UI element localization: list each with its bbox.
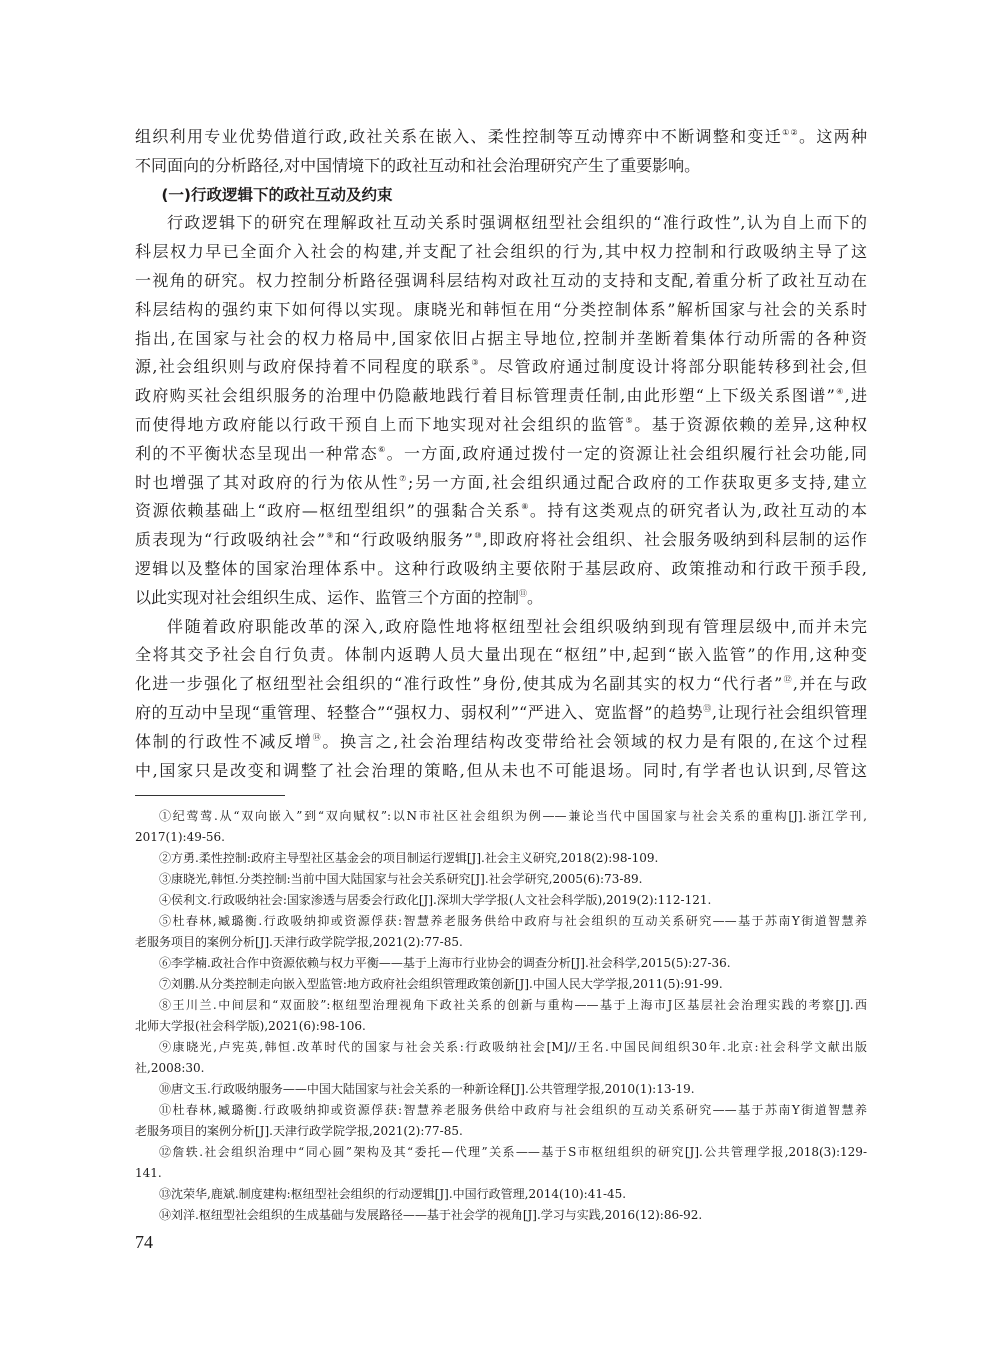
body-line — [135, 641, 867, 670]
footnote — [135, 1100, 867, 1142]
body-text-segment: 化进一步强化了枢纽型社会组织的“准行政性”身份,使其成为名副其实的权力“代行者” — [135, 674, 783, 694]
footnote-marker[interactable]: ④ — [834, 387, 845, 397]
body-line — [135, 584, 867, 613]
footnote-marker[interactable]: ⑤ — [625, 415, 635, 425]
body-text-segment: ;另一方面,社会组织通过配合政府的工作获取更多支持,建立 — [407, 472, 867, 492]
footnote — [135, 869, 867, 890]
footnote-marker[interactable]: ⑨ — [325, 531, 335, 541]
body-line — [135, 555, 867, 584]
footnote-marker[interactable]: ⑬ — [703, 703, 712, 713]
footnote — [135, 1037, 867, 1079]
body-line — [135, 699, 867, 728]
footnote-line: ⑧王川兰.中间层和“双面胶”:枢纽型治理视角下政社关系的创新与重构——基于上海市J区基层社会治理实践的考察[J].西 — [159, 998, 867, 1012]
body-line — [135, 757, 867, 786]
body-text-segment: 伴随着政府职能改革的深入,政府隐性地将枢纽型社会组织吸纳到现有管理层级中,而并未完 — [167, 616, 867, 636]
body-text-segment: 行政逻辑下的研究在理解政社互动关系时强调枢纽型社会组织的“准行政性”,认为自上而下的 — [167, 213, 867, 233]
body-line — [135, 267, 867, 296]
footnote-marker[interactable]: ⑧ — [521, 502, 530, 512]
footnote-marker[interactable]: ③ — [471, 358, 480, 368]
body-line — [135, 497, 867, 526]
body-text-segment: 质表现为“行政吸纳社会” — [135, 530, 326, 550]
footnote — [135, 911, 867, 953]
footnote-line: ⑦刘鹏.从分类控制走向嵌入型监管:地方政府社会组织管理政策创新[J].中国人民大学学报,2011(5):91-99. — [159, 977, 723, 991]
footnote-line: 141. — [135, 1166, 162, 1180]
body-line — [135, 411, 867, 440]
footnote-line: ⑬沈荣华,鹿斌.制度建构:枢纽型社会组织的行动逻辑[J].中国行政管理,2014(10):41-45. — [159, 1187, 627, 1201]
footnote-line: ⑥李学楠.政社合作中资源依赖与权力平衡——基于上海市行业协会的调查分析[J].社会科学,2015(5):27-36. — [159, 956, 731, 970]
body-text-segment: ,让现行社会组织管理 — [711, 702, 867, 722]
footnote-marker[interactable]: ⑦ — [399, 473, 408, 483]
footnote-line: ⑪杜春林,臧璐衡.行政吸纳抑或资源俘获:智慧养老服务供给中政府与社会组织的互动关系研究——基于苏南Y街道智慧养 — [159, 1103, 867, 1117]
footnote-line: 2017(1):49-56. — [135, 830, 225, 844]
body-line — [135, 353, 867, 382]
footnote-marker[interactable]: ⑪ — [519, 588, 528, 598]
body-line — [135, 526, 867, 555]
body-text-segment: 不同面向的分析路径,对中国情境下的政社互动和社会治理研究产生了重要影响。 — [135, 155, 701, 175]
page-number: 74 — [135, 1232, 153, 1252]
body-text-segment: 政府购买社会组织服务的治理中仍隐蔽地践行着目标管理责任制,由此形塑“上下级关系图谱” — [135, 386, 835, 406]
body-line — [135, 670, 867, 699]
footnote — [135, 1184, 867, 1205]
body-text-segment: ,即政府将社会组织、社会服务吸纳到科层制的运作 — [482, 530, 867, 550]
footnotes — [135, 806, 867, 1226]
body-text-segment: ,进 — [844, 386, 867, 406]
footnote-divider — [135, 795, 285, 796]
footnote — [135, 1142, 867, 1184]
footnote-line: ⑭刘洋.枢纽型社会组织的生成基础与发展路径——基于社会学的视角[J].学习与实践,2016(12):86-92. — [159, 1208, 703, 1222]
footnote-line: ②方勇.柔性控制:政府主导型社区基金会的项目制运行逻辑[J].社会主义研究,2018(2):98-109. — [159, 851, 659, 865]
body-line — [135, 123, 867, 152]
body-line — [135, 209, 867, 238]
footnote — [135, 1079, 867, 1100]
body-text-segment: 全将其交予社会自行负责。体制内返聘人员大量出现在“枢纽”中,起到“嵌入监管”的作用,这种变 — [135, 645, 867, 665]
footnote — [135, 890, 867, 911]
body-line — [135, 238, 867, 267]
body-text-segment: ,并在与政 — [792, 674, 867, 694]
body-text-segment: 科层权力早已全面介入社会的构建,并支配了社会组织的行为,其中权力控制和行政吸纳主导了这 — [135, 242, 867, 262]
body-text-segment: 。 — [527, 587, 544, 607]
body-text-segment: 中,国家只是改变和调整了社会治理的策略,但从未也不可能退场。同时,有学者也认识到,尽管这 — [135, 760, 867, 780]
body-text-segment: 组织利用专业优势借道行政,政社关系在嵌入、柔性控制等互动博弈中不断调整和变迁 — [135, 127, 783, 146]
footnote-line: ⑨康晓光,卢宪英,韩恒.改革时代的国家与社会关系:行政吸纳社会[M]//王名.中国民间组织30年.北京:社会科学文献出版 — [159, 1040, 867, 1054]
footnote-marker[interactable]: ⑥ — [378, 444, 387, 454]
body-text — [135, 123, 867, 785]
footnote — [135, 953, 867, 974]
body-line — [135, 296, 867, 325]
body-line — [135, 728, 867, 757]
body-line — [135, 325, 867, 354]
body-text-segment: 时也增强了其对政府的行为依从性 — [135, 472, 400, 492]
footnote-line: ⑤杜春林,臧璐衡.行政吸纳抑或资源俘获:智慧养老服务供给中政府与社会组织的互动关系研究——基于苏南Y街道智慧养 — [159, 914, 867, 928]
section-heading — [135, 181, 867, 210]
body-text-segment: 而使得地方政府能以行政干预自上而下地实现对社会组织的监管 — [135, 414, 626, 434]
footnote — [135, 806, 867, 848]
body-text-segment: 一视角的研究。权力控制分析路径强调科层结构对政社互动的支持和支配,着重分析了政社互动在 — [135, 270, 867, 290]
body-text-segment: 。基于资源依赖的差异,这种权 — [634, 414, 867, 434]
footnote — [135, 1205, 867, 1226]
body-text-segment: 指出,在国家与社会的权力格局中,国家依旧占据主导地位,控制并垄断着集体行动所需的各种资 — [135, 328, 867, 348]
footnote-marker[interactable]: ⑩ — [472, 531, 483, 541]
body-text-segment: 逻辑以及整体的国家治理体系中。这种行政吸纳主要依附于基层政府、政策推动和行政干预手段, — [135, 558, 867, 578]
body-line — [135, 152, 867, 181]
body-line — [135, 469, 867, 498]
footnote — [135, 995, 867, 1037]
footnote-line: ③康晓光,韩恒.分类控制:当前中国大陆国家与社会关系研究[J].社会学研究,2005(6):73-89. — [159, 872, 643, 886]
body-line — [135, 382, 867, 411]
body-text-segment: 科层结构的强约束下如何得以实现。康晓光和韩恒在用“分类控制体系”解析国家与社会的关系时 — [135, 299, 867, 319]
body-line — [135, 440, 867, 469]
body-text-segment: 府的互动中呈现“重管理、轻整合”“强权力、弱权利”“严进入、宽监督”的趋势 — [135, 702, 704, 722]
body-text-segment: (一)行政逻辑下的政社互动及约束 — [161, 185, 393, 204]
body-line — [135, 613, 867, 642]
footnote-line: ①纪莺莺.从“双向嵌入”到“双向赋权”:以N市社区社会组织为例——兼论当代中国国家与社会关系的重构[J].浙江学刊, — [159, 809, 867, 823]
body-text-segment: 。持有这类观点的研究者认为,政社互动的本 — [529, 501, 867, 521]
footnote-line: ④侯利文.行政吸纳社会:国家渗透与居委会行政化[J].深圳大学学报(人文社会科学版),2019(2):112-121. — [159, 893, 712, 907]
body-text-segment: 利的不平衡状态呈现出一种常态 — [135, 443, 379, 463]
body-text-segment: 。这两种 — [799, 127, 867, 146]
body-text-segment: 。换言之,社会治理结构改变带给社会领域的权力是有限的,在这个过程 — [322, 731, 867, 751]
body-text-segment: 和“行政吸纳服务” — [334, 530, 473, 550]
footnote-line: ⑫詹轶.社会组织治理中“同心圆”架构及其“委托—代理”关系——基于S市枢纽组织的研究[J].公共管理学报,2018(3):129- — [159, 1145, 867, 1159]
footnote-marker[interactable]: ①② — [782, 128, 800, 137]
body-text-segment: 源,社会组织则与政府保持着不同程度的联系 — [135, 357, 472, 377]
body-text-segment: 体制的行政性不减反增 — [135, 731, 313, 751]
body-text-segment: 。尽管政府通过制度设计将部分职能转移到社会,但 — [479, 357, 867, 377]
footnote — [135, 974, 867, 995]
footnote-line: 老服务项目的案例分析[J].天津行政学院学报,2021(2):77-85. — [135, 935, 463, 949]
body-text-segment: 以此实现对社会组织生成、运作、监管三个方面的控制 — [135, 587, 520, 607]
footnote — [135, 848, 867, 869]
footnote-marker[interactable]: ⑭ — [312, 732, 323, 742]
body-text-segment: 资源依赖基础上“政府—枢纽型组织”的强黏合关系 — [135, 501, 522, 521]
footnote-line: ⑩唐文玉.行政吸纳服务——中国大陆国家与社会关系的一种新诠释[J].公共管理学报,2010(1):13-19. — [159, 1082, 695, 1096]
body-text-segment: 。一方面,政府通过拨付一定的资源让社会组织履行社会功能,同 — [386, 443, 867, 463]
footnote-marker[interactable]: ⑫ — [782, 675, 793, 685]
footnote-line: 社,2008:30. — [135, 1061, 205, 1075]
footnote-line: 北师大学报(社会科学版),2021(6):98-106. — [135, 1019, 366, 1033]
footnote-line: 老服务项目的案例分析[J].天津行政学院学报,2021(2):77-85. — [135, 1124, 463, 1138]
